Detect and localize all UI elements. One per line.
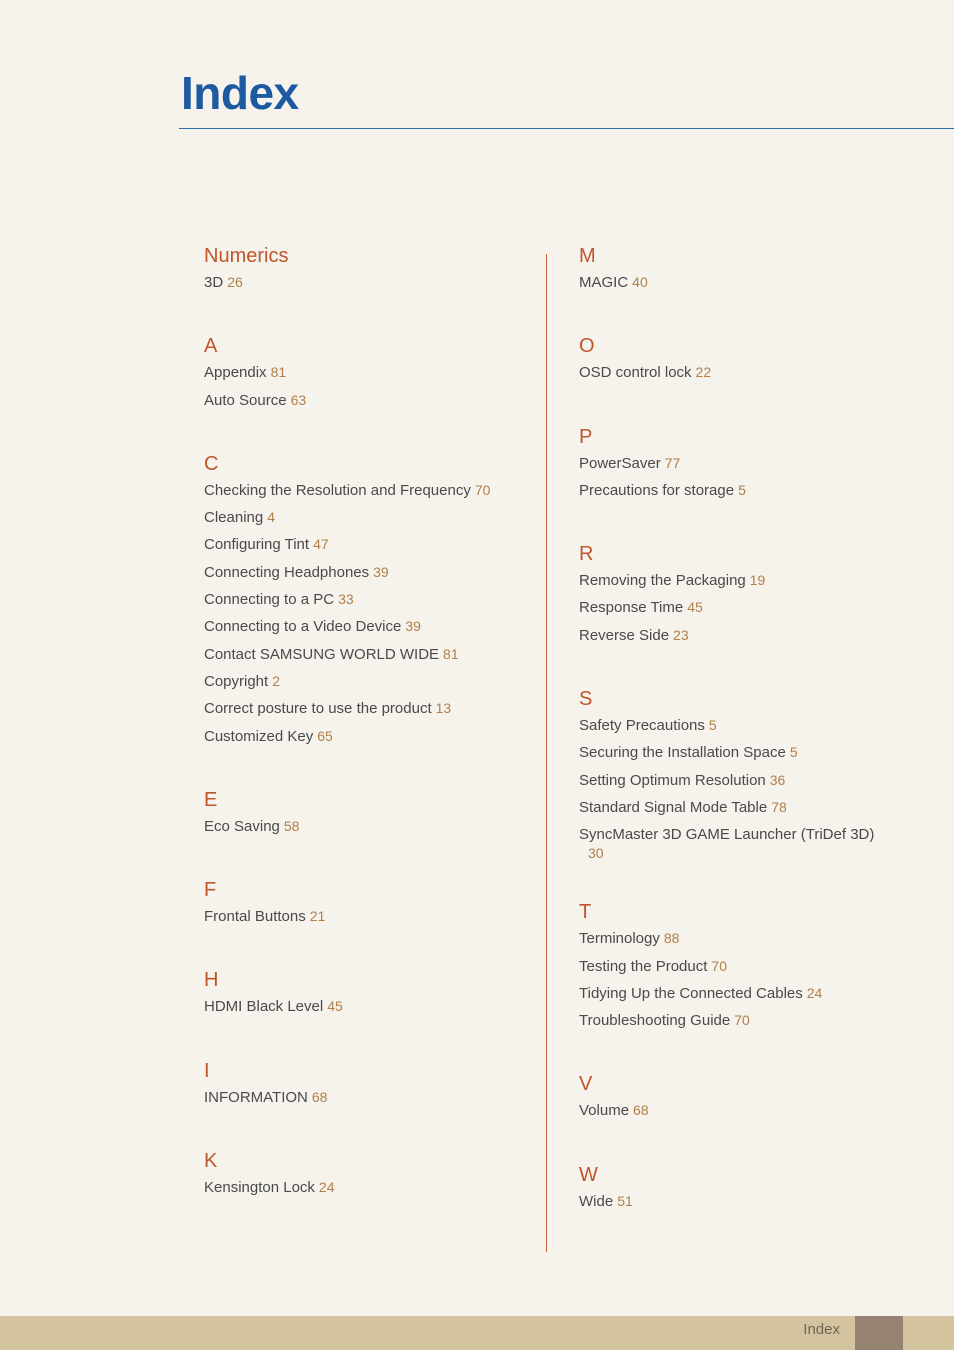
entry-page-number[interactable]: 45 (687, 599, 703, 616)
index-entry[interactable] (204, 269, 534, 296)
index-section (204, 787, 534, 840)
entry-page-number[interactable]: 51 (617, 1192, 633, 1209)
index-column-right (579, 243, 909, 1215)
index-section (204, 1058, 534, 1111)
index-section (579, 333, 909, 386)
entry-page-number[interactable]: 78 (771, 798, 787, 815)
entry-term: Securing the Installation Space (579, 744, 786, 762)
entry-page-number[interactable]: 65 (317, 727, 333, 744)
entry-page-number[interactable]: 63 (290, 391, 307, 408)
entry-page-number[interactable]: 36 (769, 771, 786, 788)
entry-page-number[interactable]: 58 (283, 817, 300, 834)
entry-term: Appendix (204, 364, 267, 382)
entry-term: MAGIC (579, 274, 629, 291)
entry-term: Wide (579, 1192, 614, 1210)
entry-page-number[interactable]: 70 (474, 481, 491, 498)
index-entry[interactable] (204, 695, 534, 722)
index-entry[interactable] (579, 925, 909, 952)
index-entry[interactable] (579, 450, 909, 477)
index-entry[interactable] (579, 269, 909, 296)
section-letter: S (579, 688, 593, 711)
entry-page-number[interactable]: 47 (313, 536, 329, 553)
index-entry[interactable] (204, 559, 534, 586)
index-section (204, 967, 534, 1020)
entry-term: Removing the Packaging (579, 572, 746, 590)
index-entry[interactable] (204, 1174, 534, 1201)
section-letter: O (579, 335, 595, 358)
section-letter: W (579, 1163, 598, 1186)
entry-term: Checking the Resolution and Frequency (204, 481, 471, 499)
entry-term: Copyright (204, 672, 269, 690)
entry-term: Standard Signal Mode Table (579, 798, 768, 816)
index-section (579, 1162, 909, 1215)
index-entry[interactable] (204, 504, 534, 531)
section-letter: P (579, 425, 593, 448)
entry-page-number[interactable]: 19 (749, 572, 766, 589)
entry-term: Correct posture to use the product (204, 700, 432, 718)
index-entry[interactable] (204, 586, 534, 613)
index-entry[interactable] (204, 641, 534, 668)
column-divider (546, 254, 547, 1252)
section-letter: F (204, 879, 217, 902)
index-entry[interactable] (579, 1097, 909, 1124)
entry-term: Customized Key (204, 727, 314, 745)
entry-page-number[interactable]: 45 (327, 998, 343, 1015)
entry-page-number[interactable]: 88 (663, 930, 680, 947)
entry-term: Troubleshooting Guide (579, 1012, 731, 1030)
index-section (579, 424, 909, 505)
index-entry[interactable] (204, 668, 534, 695)
title-divider (179, 128, 954, 129)
entry-page-number[interactable]: 77 (664, 454, 681, 471)
index-section (204, 451, 534, 750)
index-section (204, 877, 534, 930)
section-letter: Numerics (204, 245, 289, 267)
index-entry[interactable] (204, 723, 534, 750)
index-entry[interactable] (579, 794, 909, 821)
entry-term: Setting Optimum Resolution (579, 771, 766, 789)
entry-term: Configuring Tint (204, 536, 310, 554)
entry-page-number[interactable]: 5 (789, 744, 798, 761)
entry-page-number[interactable]: 4 (267, 509, 276, 526)
section-letter: C (204, 452, 219, 475)
entry-term: Reverse Side (579, 626, 670, 644)
entry-term: Testing the Product (579, 957, 708, 975)
index-entry[interactable] (204, 813, 534, 840)
entry-term: Connecting to a PC (204, 591, 335, 609)
entry-page-number[interactable]: 24 (318, 1179, 335, 1196)
entry-page-number[interactable]: 5 (738, 481, 746, 498)
index-entry[interactable] (204, 993, 534, 1020)
section-letter: I (204, 1059, 210, 1082)
page-title: Index (181, 67, 299, 119)
index-entry[interactable] (579, 1007, 909, 1034)
entry-page-number[interactable]: 22 (695, 364, 712, 381)
index-section (204, 243, 534, 296)
section-letter: K (204, 1150, 218, 1173)
index-entry[interactable] (579, 567, 909, 594)
index-section (579, 686, 909, 862)
entry-term: SyncMaster 3D GAME Launcher (TriDef 3D) (579, 826, 875, 844)
index-section (204, 1148, 534, 1201)
entry-term: 3D (204, 274, 224, 291)
index-entry[interactable] (204, 903, 534, 930)
entry-term: Eco Saving (204, 817, 280, 835)
entry-term: Kensington Lock (204, 1179, 315, 1197)
entry-page-number[interactable]: 40 (632, 274, 648, 290)
entry-page-number[interactable]: 39 (373, 563, 389, 580)
entry-term: Contact SAMSUNG WORLD WIDE (204, 645, 440, 663)
section-letter: H (204, 969, 219, 992)
index-entry[interactable] (579, 821, 909, 862)
index-entry[interactable] (579, 594, 909, 621)
entry-term: INFORMATION (204, 1088, 308, 1106)
index-column-left (204, 243, 534, 1201)
index-entry[interactable] (579, 1188, 909, 1215)
entry-page-number[interactable]: 24 (806, 984, 823, 1001)
entry-term: Response Time (579, 599, 684, 617)
index-entry[interactable] (204, 613, 534, 640)
entry-term: Safety Precautions (579, 717, 705, 735)
footer-label: Index (803, 1321, 840, 1338)
entry-page-number[interactable]: 81 (270, 364, 287, 381)
index-entry[interactable] (204, 531, 534, 558)
entry-term: Connecting to a Video Device (204, 618, 402, 636)
entry-page-number[interactable]: 68 (311, 1088, 328, 1105)
entry-page-number[interactable]: 13 (435, 700, 452, 717)
section-letter: T (579, 901, 592, 924)
entry-page-number[interactable]: 39 (405, 618, 421, 635)
entry-term: Cleaning (204, 509, 264, 527)
index-entry[interactable] (204, 359, 534, 386)
entry-term: OSD control lock (579, 364, 692, 382)
index-section (579, 1071, 909, 1124)
entry-term: Terminology (579, 930, 660, 948)
entry-term: HDMI Black Level (204, 998, 324, 1016)
section-letter: A (204, 335, 218, 358)
entry-page-number[interactable]: 33 (338, 591, 354, 608)
section-letter: R (579, 543, 594, 566)
entry-page-number[interactable]: 23 (673, 626, 689, 643)
entry-term: Auto Source (204, 391, 287, 409)
index-entry[interactable] (204, 1084, 534, 1111)
entry-term: PowerSaver (579, 454, 661, 472)
index-entry[interactable] (204, 387, 534, 414)
index-entry[interactable] (579, 953, 909, 980)
entry-page-number[interactable]: 68 (633, 1102, 649, 1119)
entry-page-number[interactable]: 70 (734, 1012, 750, 1029)
index-entry[interactable] (579, 767, 909, 794)
index-entry[interactable] (579, 622, 909, 649)
index-entry[interactable] (579, 359, 909, 386)
entry-term: Volume (579, 1102, 630, 1120)
section-letter: V (579, 1073, 593, 1096)
index-section (579, 243, 909, 296)
index-entry[interactable] (579, 712, 909, 739)
section-letter: M (579, 245, 596, 267)
entry-term: Connecting Headphones (204, 563, 370, 581)
index-entry[interactable] (579, 980, 909, 1007)
section-letter: E (204, 788, 218, 811)
entry-term: Frontal Buttons (204, 908, 306, 926)
index-section (579, 899, 909, 1034)
entry-page-number[interactable]: 81 (443, 645, 459, 662)
entry-term: Precautions for storage (579, 481, 735, 499)
entry-page-number[interactable]: 30 (588, 845, 604, 862)
entry-page-number[interactable]: 21 (309, 908, 326, 925)
entry-page-number[interactable]: 2 (272, 672, 280, 689)
index-entry[interactable] (579, 477, 909, 504)
entry-page-number[interactable]: 5 (708, 717, 717, 734)
entry-term: Tidying Up the Connected Cables (579, 984, 803, 1002)
entry-page-number[interactable]: 70 (711, 957, 727, 974)
index-entry[interactable] (204, 477, 534, 504)
entry-page-number[interactable]: 26 (227, 274, 243, 290)
index-section (579, 541, 909, 649)
index-section (204, 333, 534, 414)
page-number-box (855, 1316, 903, 1350)
index-entry[interactable] (579, 739, 909, 766)
